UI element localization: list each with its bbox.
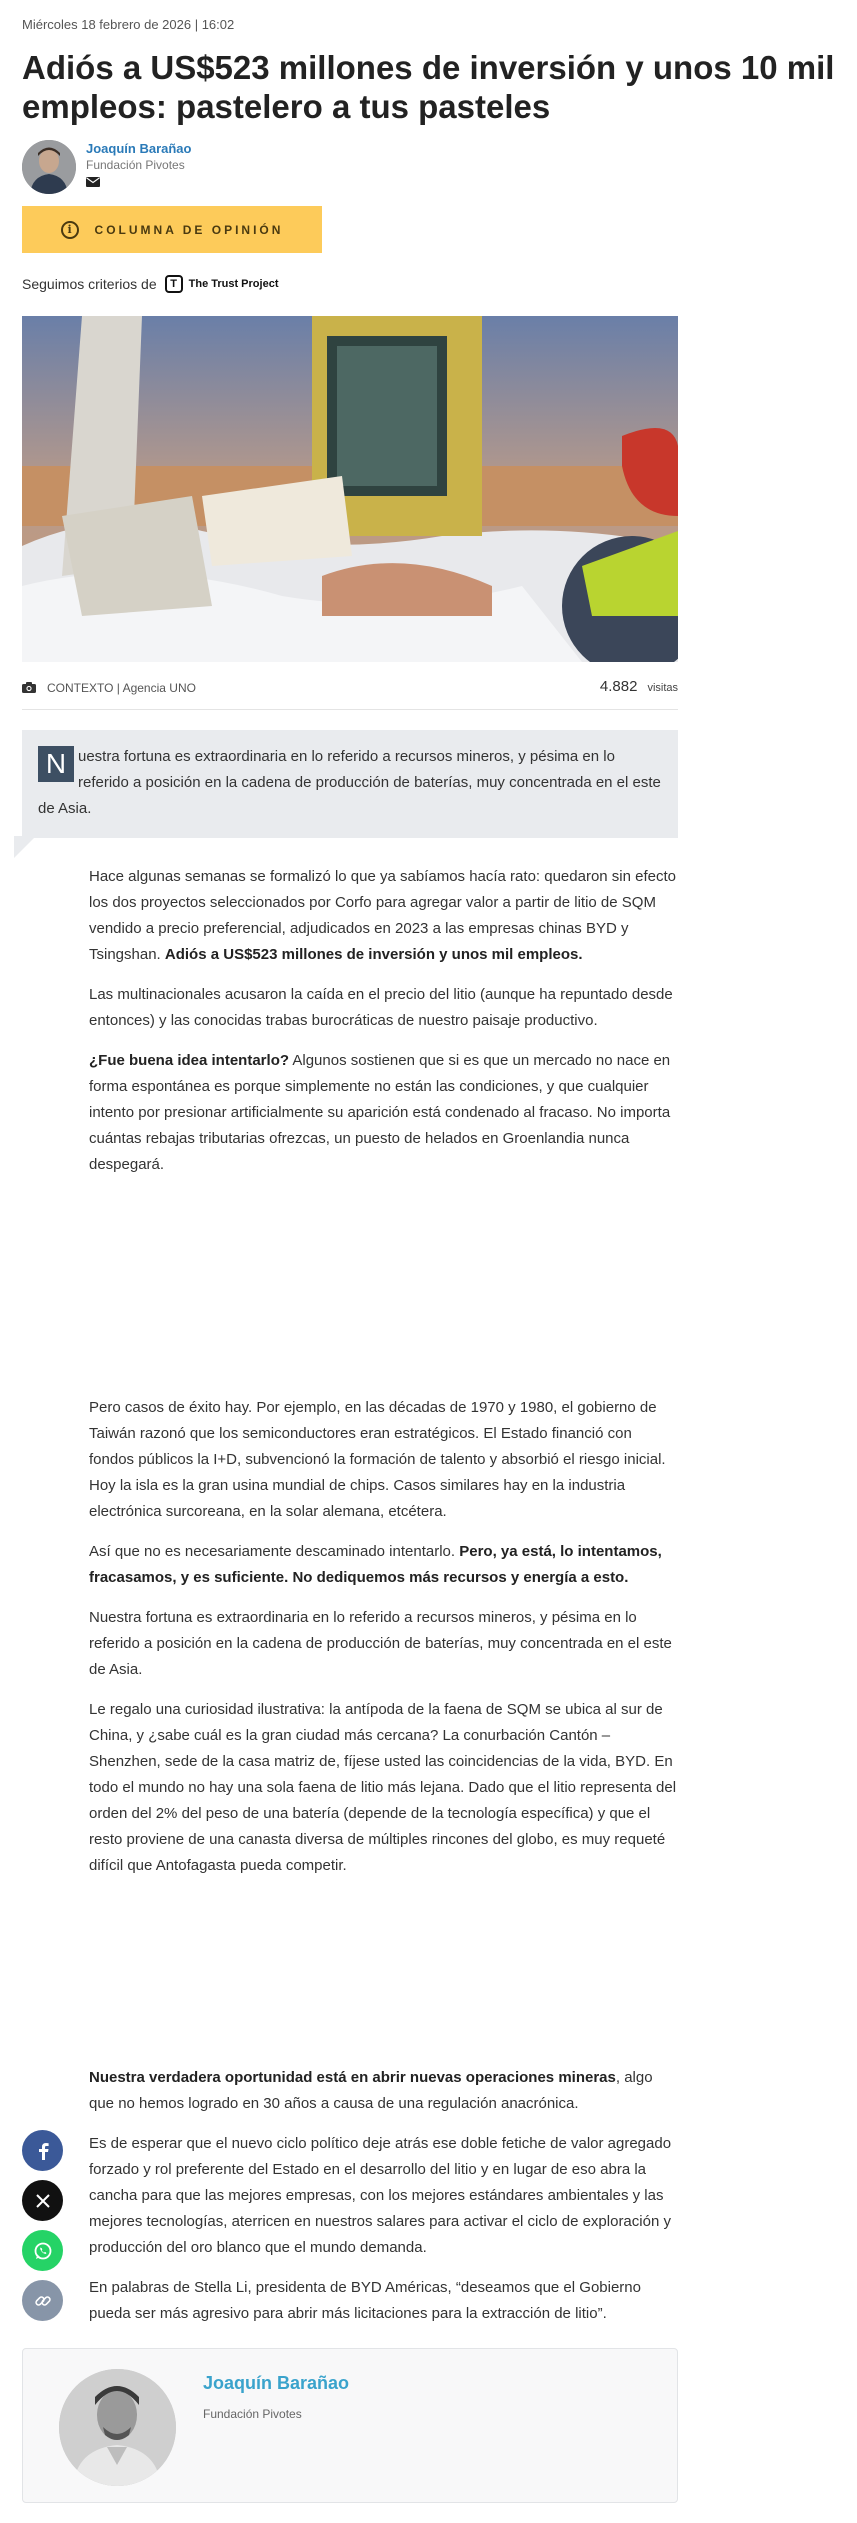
trust-mark-icon: T [165, 275, 183, 293]
paragraph: Hace algunas semanas se formalizó lo que ya sabíamos hacía rato: quedaron sin efecto los dos proyectos seleccionados por Corfo para agregar valor a partir de litio de SQM vendido a precio preferencial, adjudicados en 2023 a las empresas chinas BYD y Tsingshan. Adiós a US$523 millones de inversión y unos mil empleos. [89, 868, 677, 963]
article-body-part-1 [89, 864, 678, 1192]
dropcap-letter: N [38, 746, 74, 782]
envelope-icon[interactable] [86, 177, 100, 187]
facebook-icon [35, 2142, 51, 2160]
lead-text: uestra fortuna es extraordinaria en lo referido a recursos mineros, y pésima en lo referido a posición en la cadena de producción de baterías, muy concentrada en el este de Asia. [38, 748, 661, 817]
info-icon: i [61, 221, 79, 239]
author-name-link[interactable]: Joaquín Barañao [86, 141, 192, 156]
paragraph: Pero casos de éxito hay. Por ejemplo, en las décadas de 1970 y 1980, el gobierno de Taiwán razonó que los semiconductores eran estratégicos. El Estado financió con fondos públicos la I+D, subvencionó la formación de talento y absorbió el riesgo inicial. Hoy la isla es la gran usina mundial de chips. Casos similares hay en la industria electrónica surcoreana, en la solar alemana, etcétera. [89, 1399, 666, 1520]
author-avatar[interactable] [22, 140, 76, 194]
trust-prefix: Seguimos criterios de [22, 276, 157, 292]
author-card-name[interactable]: Joaquín Barañao [203, 2373, 350, 2393]
author-card [22, 2348, 678, 2503]
lead-quote [22, 730, 678, 838]
paragraph: Así que no es necesariamente descaminado intentarlo. Pero, ya está, lo intentamos, fracasamos, y es suficiente. No dediquemos más recursos y energía a esto. [89, 1543, 662, 1586]
visits-count: 4.882 [599, 678, 638, 695]
share-x-button[interactable] [22, 2180, 63, 2221]
whatsapp-icon [33, 2241, 53, 2261]
camera-icon [22, 682, 36, 693]
paragraph: En palabras de Stella Li, presidenta de BYD Américas, “deseamos que el Gobierno pueda ser más agresivo para abrir más licitaciones para la extracción de litio”. [89, 2279, 641, 2322]
image-caption: CONTEXTO | Agencia UNO [47, 681, 196, 695]
article-headline: Adiós a US$523 millones de inversión y unos 10 mil empleos: pastelero a tus pasteles [22, 49, 835, 125]
article-body-part-3 [89, 2065, 678, 2341]
hero-image [22, 316, 678, 662]
paragraph: Las multinacionales acusaron la caída en el precio del litio (aunque ha repuntado desde entonces) y las conocidas trabas burocráticas de nuestro paisaje productivo. [89, 986, 673, 1029]
paragraph: Es de esperar que el nuevo ciclo político deje atrás ese doble fetiche de valor agregado forzado y rol preferente del Estado en el desarrollo del litio y en lugar de eso abra la cancha para que las mejores empresas, con los mejores estándares ambientales y las mejores tecnologías, aterricen en nuestros salares para activar el ciclo de exploración y producción del oro blanco que el mundo demanda. [89, 2135, 672, 2256]
visits-counter [600, 678, 678, 695]
image-caption-row [22, 674, 678, 710]
visits-label: visitas [647, 682, 678, 694]
author-card-organization: Fundación Pivotes [203, 2407, 302, 2421]
trust-project-line [22, 275, 278, 293]
quote-tail [14, 836, 36, 858]
paragraph: ¿Fue buena idea intentarlo? Algunos sostienen que si es que un mercado no nace en forma espontánea es porque simplemente no están las condiciones, y que cualquier intento por presionar artificialmente su aparición está condenado al fracaso. No importa cuántas rebajas tributarias ofrezcas, un puesto de helados en Groenlandia nunca despegará. [89, 1052, 671, 1173]
paragraph: Le regalo una curiosidad ilustrativa: la antípoda de la faena de SQM se ubica al sur de China, y ¿sabe cuál es la gran ciudad más cercana? La conurbación Cantón – Shenzhen, sede de la casa matriz de, fíjese usted las coincidencias de la vida, BYD. En todo el mundo no hay una sola faena de litio más lejana. Dado que el litio representa del orden del 2% del peso de una batería (depende de la tecnología específica) y que el resto proviene de una canasta diversa de múltiples rincones del globo, es muy requeté difícil que Antofagasta pueda competir. [89, 1701, 677, 1874]
link-icon [34, 2292, 52, 2310]
opinion-badge-label: COLUMNA DE OPINIÓN [94, 222, 284, 237]
author-organization: Fundación Pivotes [86, 158, 185, 172]
article-dateline: Miércoles 18 febrero de 2026 | 16:02 [22, 17, 235, 32]
author-card-avatar[interactable] [59, 2369, 176, 2486]
opinion-column-badge [22, 206, 322, 253]
article-body-part-2 [89, 1395, 678, 1893]
share-whatsapp-button[interactable] [22, 2230, 63, 2271]
x-icon [35, 2193, 51, 2209]
paragraph: Nuestra verdadera oportunidad está en abrir nuevas operaciones mineras, algo que no hemos logrado en 30 años a causa de una regulación anacrónica. [89, 2069, 653, 2112]
paragraph: Nuestra fortuna es extraordinaria en lo referido a recursos mineros, y pésima en lo referido a posición en la cadena de producción de baterías, muy concentrada en el este de Asia. [89, 1609, 672, 1678]
author-byline [22, 140, 191, 196]
share-link-button[interactable] [22, 2280, 63, 2321]
trust-logo-text: The Trust Project [188, 278, 279, 290]
share-facebook-button[interactable] [22, 2130, 63, 2171]
trust-project-logo[interactable] [165, 275, 279, 293]
